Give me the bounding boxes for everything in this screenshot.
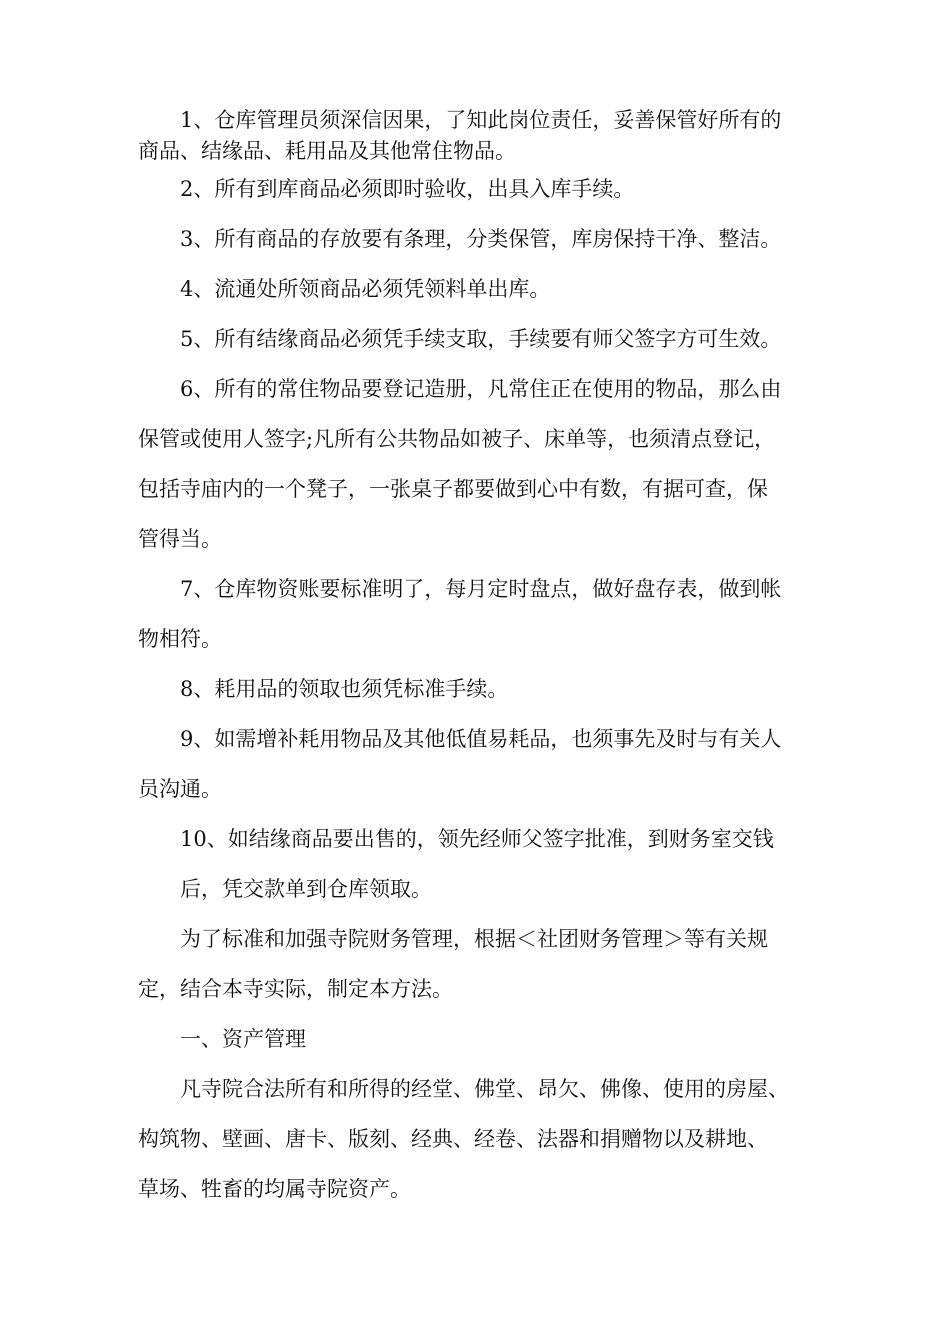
text-line: 6、所有的常住物品要登记造册，凡常住正在使用的物品，那么由	[180, 377, 782, 401]
text-line: 1、仓库管理员须深信因果，了知此岗位责任，妥善保管好所有的	[180, 108, 782, 132]
paragraph-4	[138, 274, 838, 305]
paragraph-9	[138, 714, 838, 814]
text-line: 7、仓库物资账要标准明了，每月定时盘点，做好盘存表，做到帐	[180, 577, 782, 601]
text-line: 管得当。	[138, 527, 222, 551]
paragraph-11	[138, 914, 838, 1014]
paragraph-1	[138, 105, 838, 167]
text-line: 4、流通处所领商品必须凭领料单出库。	[180, 277, 551, 301]
section-heading	[138, 1024, 838, 1055]
text-line: 商品、结缘品、耗用品及其他常住物品。	[138, 139, 516, 163]
text-line: 2、所有到库商品必须即时验收，出具入库手续。	[180, 177, 635, 201]
paragraph-10	[138, 814, 838, 914]
paragraph-3	[138, 224, 838, 255]
paragraph-5	[138, 324, 838, 355]
paragraph-2	[138, 174, 838, 205]
paragraph-8	[138, 674, 838, 705]
text-line: 3、所有商品的存放要有条理，分类保管，库房保持干净、整洁。	[180, 227, 782, 251]
text-line: 物相符。	[138, 627, 222, 651]
text-line: 员沟通。	[138, 777, 222, 801]
text-line: 一、资产管理	[180, 1027, 306, 1051]
paragraph-13	[138, 1064, 838, 1214]
text-line: 5、所有结缘商品必须凭手续支取，手续要有师父签字方可生效。	[180, 327, 782, 351]
text-line: 草场、牲畜的均属寺院资产。	[138, 1177, 411, 1201]
paragraph-7	[138, 564, 838, 664]
text-line: 构筑物、壁画、唐卡、版刻、经典、经卷、法器和捐赠物以及耕地、	[138, 1127, 768, 1151]
text-line: 8、耗用品的领取也须凭标准手续。	[180, 677, 509, 701]
text-line: 10、如结缘商品要出售的，领先经师父签字批准，到财务室交钱	[180, 827, 774, 851]
text-line: 9、如需增补耗用物品及其他低值易耗品，也须事先及时与有关人	[180, 727, 782, 751]
paragraph-6	[138, 364, 838, 564]
text-line: 保管或使用人签字;凡所有公共物品如被子、床单等，也须清点登记，	[138, 427, 776, 451]
text-line: 为了标准和加强寺院财务管理，根据＜社团财务管理＞等有关规	[180, 927, 768, 951]
text-line: 凡寺院合法所有和所得的经堂、佛堂、昂欠、佛像、使用的房屋、	[180, 1077, 789, 1101]
text-line: 后，凭交款单到仓库领取。	[180, 877, 432, 901]
text-line: 定，结合本寺实际，制定本方法。	[138, 977, 453, 1001]
text-line: 包括寺庙内的一个凳子，一张桌子都要做到心中有数，有据可查，保	[138, 477, 768, 501]
